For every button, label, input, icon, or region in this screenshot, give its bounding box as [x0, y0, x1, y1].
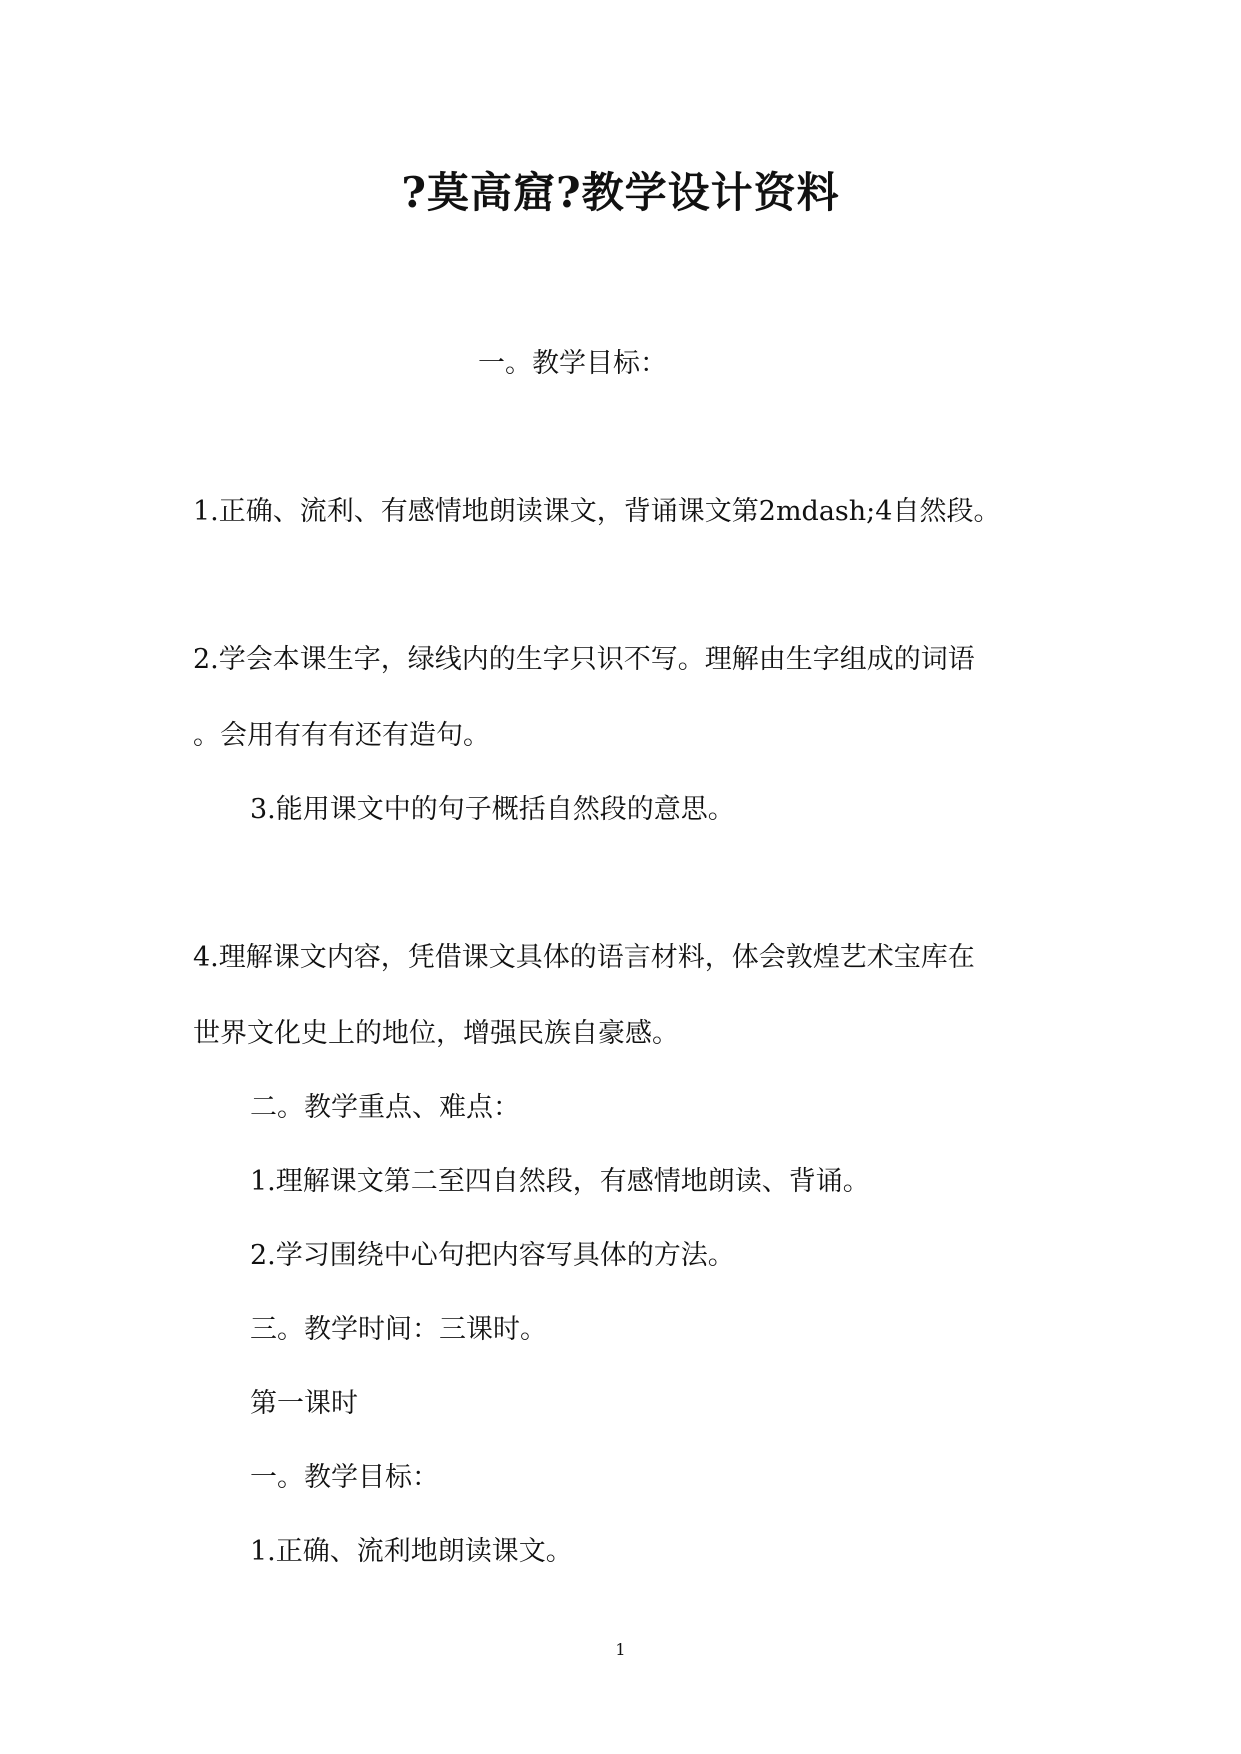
- paragraph-line: 2.学习围绕中心句把内容写具体的方法。: [250, 1240, 735, 1271]
- paragraph-line: 世界文化史上的地位，增强民族自豪感。: [193, 1018, 679, 1049]
- paragraph-line: 1.正确、流利、有感情地朗读课文，背诵课文第2mdash;4自然段。: [193, 496, 1001, 527]
- section-heading-objectives-2: 一。教学目标：: [250, 1462, 439, 1493]
- document-title: ?莫高窟?教学设计资料: [401, 168, 840, 217]
- paragraph-line: 2.学会本课生字，绿线内的生字只识不写。理解由生字组成的词语: [193, 644, 975, 675]
- paragraph-line: 1.正确、流利地朗读课文。: [250, 1536, 573, 1567]
- paragraph-line: 4.理解课文内容，凭借课文具体的语言材料，体会敦煌艺术宝库在: [193, 942, 975, 973]
- lesson-heading: 第一课时: [250, 1388, 358, 1419]
- page-number: 1: [615, 1640, 626, 1659]
- paragraph-line: 。会用有有有还有造句。: [193, 720, 490, 751]
- paragraph-line: 3.能用课文中的句子概括自然段的意思。: [250, 794, 735, 825]
- section-heading-time: 三。教学时间：三课时。: [250, 1314, 547, 1345]
- section-heading-key-points: 二。教学重点、难点：: [250, 1092, 520, 1123]
- section-heading-objectives: 一。教学目标：: [478, 348, 667, 379]
- paragraph-line: 1.理解课文第二至四自然段，有感情地朗读、背诵。: [250, 1166, 870, 1197]
